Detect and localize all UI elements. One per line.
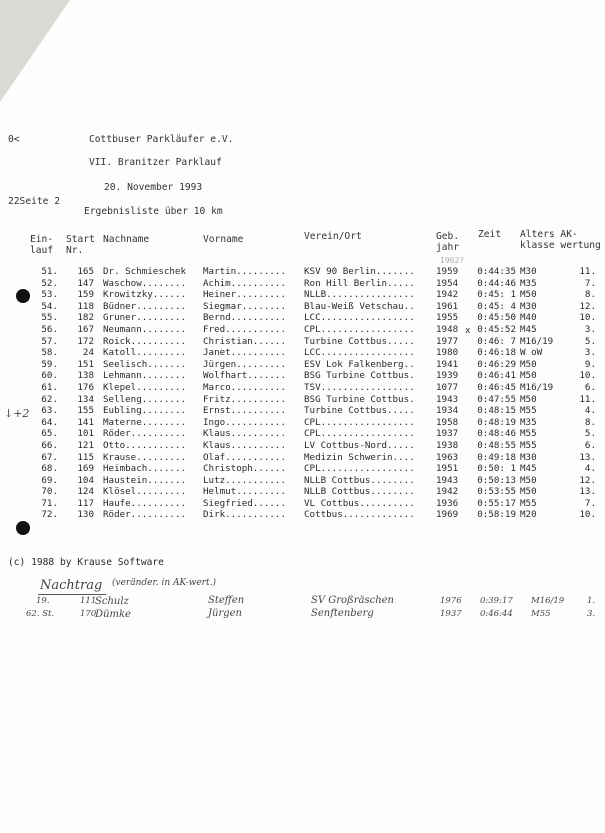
cell-score: 3. xyxy=(584,347,596,359)
cell-year: 1934 xyxy=(436,405,459,417)
cell-last: Neumann........ xyxy=(103,323,186,335)
addendum-year: 1937 xyxy=(440,609,462,619)
col-start-line2: Nr. xyxy=(66,245,84,256)
cell-last: Röder.......... xyxy=(103,428,186,440)
cell-last: Materne........ xyxy=(103,416,186,428)
results-list-title: Ergebnisliste über 10 km xyxy=(84,206,223,217)
cell-club: VL Cottbus.......... xyxy=(304,497,415,509)
cell-time: 0:50:13 xyxy=(477,474,516,486)
cell-score: 10. xyxy=(579,509,596,521)
table-row xyxy=(0,370,605,382)
cell-ak: M50 xyxy=(520,486,537,498)
cell-time: 0:49:18 xyxy=(477,451,516,463)
addendum-first: Jürgen xyxy=(208,608,242,619)
cell-club: LCC................. xyxy=(304,312,415,324)
cell-club: KSV 90 Berlin....... xyxy=(304,266,415,277)
cell-time: 0:48:19 xyxy=(477,416,516,428)
cell-time: 0:48:15 xyxy=(477,405,516,417)
addendum-underline xyxy=(38,594,106,595)
addendum-place: 19. xyxy=(36,596,50,606)
table-row xyxy=(0,475,605,487)
cell-score: 10. xyxy=(579,312,596,324)
cell-start: 118 xyxy=(77,300,94,312)
cell-time: 0:46: 7 xyxy=(477,335,516,347)
cell-place: 70. xyxy=(41,486,58,498)
cell-ak: M55 xyxy=(520,439,537,451)
cell-year: 1969 xyxy=(436,509,459,521)
cell-year: 1977 xyxy=(436,335,459,347)
cell-place: 72. xyxy=(41,509,58,521)
cell-time: 0:55:17 xyxy=(477,497,516,509)
side-note: ↓+2 xyxy=(4,407,30,420)
cell-ak: M16/19 xyxy=(520,335,554,347)
cell-ak: M50 xyxy=(520,370,537,382)
cell-ak: M40 xyxy=(520,312,537,324)
cell-last: Klösel......... xyxy=(103,486,186,498)
punch-hole-bottom xyxy=(16,521,30,535)
cell-start: 121 xyxy=(77,439,94,451)
cell-score: 5. xyxy=(584,335,596,347)
cell-last: Seelisch....... xyxy=(103,358,186,370)
cell-first: Christoph...... xyxy=(203,463,286,475)
cell-first: Janet.......... xyxy=(203,347,286,359)
cell-ak: M55 xyxy=(520,428,537,440)
cell-club: BSG Turbine Cottbus. xyxy=(304,393,415,405)
cell-club: Ron Hill Berlin..... xyxy=(304,277,415,289)
col-einlauf-line2: lauf xyxy=(30,245,54,256)
cell-place: 55. xyxy=(41,312,58,324)
cell-place: 61. xyxy=(41,381,58,393)
cell-start: 176 xyxy=(77,381,94,393)
cell-first: Dirk........... xyxy=(203,509,286,521)
cell-start: 151 xyxy=(77,358,94,370)
cell-score: 6. xyxy=(584,439,596,451)
addendum-title: Nachtrag xyxy=(40,578,103,593)
cell-first: Ernst.......... xyxy=(203,405,286,417)
cell-score: 11. xyxy=(579,393,596,405)
cell-start: 124 xyxy=(77,486,94,498)
cell-club: NLLB................ xyxy=(304,289,415,301)
folded-corner xyxy=(0,0,70,102)
cell-first: Helmut......... xyxy=(203,486,286,498)
cell-score: 4. xyxy=(584,463,596,475)
cell-first: Olaf........... xyxy=(203,451,286,463)
cell-last: Röder.......... xyxy=(103,509,186,521)
cell-time: 0:46:45 xyxy=(477,381,516,393)
addendum-time: 0:46:44 xyxy=(480,609,513,619)
cell-club: Medizin Schwerin.... xyxy=(304,451,415,463)
cell-score: 5. xyxy=(584,428,596,440)
table-row xyxy=(0,336,605,348)
addendum-club: Senftenberg xyxy=(311,608,374,619)
cell-start: 130 xyxy=(77,509,94,521)
cell-place: 53. xyxy=(41,289,58,301)
cell-first: Christian...... xyxy=(203,335,286,347)
table-row xyxy=(0,452,605,464)
cell-first: Achim.......... xyxy=(203,277,286,289)
cell-first: Fred........... xyxy=(203,323,286,335)
cell-last: Eubling........ xyxy=(103,405,186,417)
cell-start: 169 xyxy=(77,463,94,475)
cell-first: Ingo........... xyxy=(203,416,286,428)
cell-year: 1951 xyxy=(436,463,459,475)
cell-place: 65. xyxy=(41,428,58,440)
cell-club: Cottbus............. xyxy=(304,509,415,521)
cell-place: 64. xyxy=(41,416,58,428)
cell-year: 1958 xyxy=(436,416,459,428)
cell-start: 165 xyxy=(77,266,94,277)
cell-club: LCC................. xyxy=(304,347,415,359)
cell-place: 60. xyxy=(41,370,58,382)
col-geb-line2: jahr xyxy=(436,242,460,253)
cell-time: 0:45:52 xyxy=(477,323,516,335)
cell-last: Haufe.......... xyxy=(103,497,186,509)
cell-last: Krause......... xyxy=(103,451,186,463)
cell-club: LV Cottbus-Nord..... xyxy=(304,439,415,451)
cell-year: 1943 xyxy=(436,393,459,405)
table-row xyxy=(0,417,605,429)
table-row xyxy=(0,394,605,406)
cell-year: 1939 xyxy=(436,370,459,382)
cell-score: 8. xyxy=(584,416,596,428)
cell-year: 1942 xyxy=(436,289,459,301)
cell-score: 7. xyxy=(584,497,596,509)
cell-start: 24 xyxy=(82,347,94,359)
cell-start: 134 xyxy=(77,393,94,405)
cell-year: 1955 xyxy=(436,312,459,324)
year-annotation: 1962? xyxy=(440,256,465,265)
cell-place: 71. xyxy=(41,497,58,509)
cell-score: 9. xyxy=(584,358,596,370)
col-geb-line1: Geb. xyxy=(436,231,460,242)
cell-start: 182 xyxy=(77,312,94,324)
cell-place: 52. xyxy=(41,277,58,289)
table-row xyxy=(0,440,605,452)
cell-ak: W oW xyxy=(520,347,543,359)
cell-time: 0:58:19 xyxy=(477,509,516,521)
cell-year: 1941 xyxy=(436,358,459,370)
cell-place: 67. xyxy=(41,451,58,463)
addendum-note: (veränder. in AK-wert.) xyxy=(112,578,216,588)
table-row xyxy=(0,266,605,278)
cell-club: Turbine Cottbus..... xyxy=(304,335,415,347)
cell-start: 101 xyxy=(77,428,94,440)
addendum-score: 1. xyxy=(587,596,596,606)
cell-start: 172 xyxy=(77,335,94,347)
table-row xyxy=(0,498,605,510)
table-row xyxy=(0,278,605,290)
cell-score: 13. xyxy=(579,451,596,463)
cell-place: 59. xyxy=(41,358,58,370)
cell-last: Otto........... xyxy=(103,439,186,451)
cell-place: 63. xyxy=(41,405,58,417)
cell-first: Lutz........... xyxy=(203,474,286,486)
col-einlauf-line1: Ein- xyxy=(30,234,54,245)
cell-year: 1938 xyxy=(436,439,459,451)
cell-year: 1077 xyxy=(436,381,459,393)
cell-first: Bernd.......... xyxy=(203,312,286,324)
results-table xyxy=(0,266,605,521)
cell-first: Siegmar........ xyxy=(203,300,286,312)
cell-year: 1961 xyxy=(436,300,459,312)
cell-club: BSG Turbine Cottbus. xyxy=(304,370,415,382)
col-verein: Verein/Ort xyxy=(304,231,362,242)
page-number: 22Seite 2 xyxy=(8,196,60,207)
cell-ak: M55 xyxy=(520,405,537,417)
col-vorname: Vorname xyxy=(203,234,244,245)
cell-last: Selleng........ xyxy=(103,393,186,405)
cell-ak: M20 xyxy=(520,509,537,521)
cell-club: CPL................. xyxy=(304,416,415,428)
event-title: VII. Branitzer Parklauf xyxy=(89,157,222,168)
cell-ak: M50 xyxy=(520,358,537,370)
corner-mark: 0< xyxy=(8,134,20,145)
cell-place: 69. xyxy=(41,474,58,486)
col-start-line1: Start xyxy=(66,234,95,245)
addendum-time: 0:39:17 xyxy=(480,596,513,606)
cell-ak: M50 xyxy=(520,393,537,405)
table-row xyxy=(0,382,605,394)
cell-time: 0:48:46 xyxy=(477,428,516,440)
cell-place: 57. xyxy=(41,335,58,347)
cell-ak: M45 xyxy=(520,463,537,475)
addendum-ak: M16/19 xyxy=(531,596,565,606)
cell-time: 0:53:55 xyxy=(477,486,516,498)
cell-time: 0:48:55 xyxy=(477,439,516,451)
cell-ak: M16/19 xyxy=(520,381,554,393)
cell-place: 56. xyxy=(41,323,58,335)
organization-title: Cottbuser Parkläufer e.V. xyxy=(89,134,234,145)
cell-ak: M30 xyxy=(520,266,537,277)
cell-start: 159 xyxy=(77,289,94,301)
cell-score: 10. xyxy=(579,370,596,382)
cell-club: NLLB Cottbus........ xyxy=(304,486,415,498)
cell-place: 66. xyxy=(41,439,58,451)
cell-club: CPL................. xyxy=(304,463,415,475)
addendum-last: Schulz xyxy=(95,596,129,607)
cell-last: Klepel......... xyxy=(103,381,186,393)
cell-ak: M35 xyxy=(520,277,537,289)
col-zeit: Zeit xyxy=(478,229,502,240)
cell-first: Klaus.......... xyxy=(203,428,286,440)
table-row xyxy=(0,312,605,324)
cell-start: 167 xyxy=(77,323,94,335)
cell-club: CPL................. xyxy=(304,323,415,335)
cell-start: 147 xyxy=(77,277,94,289)
table-row xyxy=(0,301,605,313)
cell-score: 11. xyxy=(579,266,596,277)
addendum-club: SV Großräschen xyxy=(311,595,394,606)
cell-place: 68. xyxy=(41,463,58,475)
cell-last: Waschow........ xyxy=(103,277,186,289)
col-ak-line2: klasse wertung xyxy=(520,240,601,251)
addendum-year: 1976 xyxy=(440,596,462,606)
cell-score: 8. xyxy=(584,289,596,301)
col-ak-line1: Alters AK- xyxy=(520,229,578,240)
cell-score: 3. xyxy=(584,323,596,335)
event-date: 20. November 1993 xyxy=(104,182,203,193)
cell-time: 0:44:46 xyxy=(477,277,516,289)
punch-hole-top xyxy=(16,289,30,303)
table-row xyxy=(0,486,605,498)
copyright: (c) 1988 by Krause Software xyxy=(8,557,164,568)
table-row xyxy=(0,324,605,336)
cell-ak: M30 xyxy=(520,451,537,463)
cell-start: 155 xyxy=(77,405,94,417)
cell-ak: M55 xyxy=(520,497,537,509)
cell-club: CPL................. xyxy=(304,428,415,440)
cell-score: 13. xyxy=(579,486,596,498)
cell-year: 1936 xyxy=(436,497,459,509)
cell-ak: M35 xyxy=(520,416,537,428)
cell-last: Katoll......... xyxy=(103,347,186,359)
table-row xyxy=(0,359,605,371)
cell-start: 104 xyxy=(77,474,94,486)
cell-score: 12. xyxy=(579,300,596,312)
cell-ak: M50 xyxy=(520,289,537,301)
cell-time: 0:44:35 xyxy=(477,266,516,277)
cell-year: 1942 xyxy=(436,486,459,498)
table-row xyxy=(0,405,605,417)
cell-place: 51. xyxy=(41,266,58,277)
cell-club: ESV Lok Falkenberg.. xyxy=(304,358,415,370)
cell-year: 1937 xyxy=(436,428,459,440)
cell-year: 1954 xyxy=(436,277,459,289)
cell-year: 1963 xyxy=(436,451,459,463)
cell-first: Marco.......... xyxy=(203,381,286,393)
table-row xyxy=(0,463,605,475)
cell-ak: M30 xyxy=(520,300,537,312)
cell-time: 0:46:29 xyxy=(477,358,516,370)
cell-last: Büdner......... xyxy=(103,300,186,312)
addendum-place: 62. St. xyxy=(26,609,55,619)
cell-last: Gruner......... xyxy=(103,312,186,324)
cell-club: NLLB Cottbus........ xyxy=(304,474,415,486)
cell-last: Lehmann........ xyxy=(103,370,186,382)
cell-first: Martin......... xyxy=(203,266,286,277)
cell-score: 7. xyxy=(584,277,596,289)
addendum-score: 3. xyxy=(587,609,596,619)
cell-time: 0:50: 1 xyxy=(477,463,516,475)
cell-time: 0:46:41 xyxy=(477,370,516,382)
cell-last: Roick.......... xyxy=(103,335,186,347)
cell-score: 4. xyxy=(584,405,596,417)
cell-place: 62. xyxy=(41,393,58,405)
table-row xyxy=(0,347,605,359)
cell-start: 141 xyxy=(77,416,94,428)
table-row xyxy=(0,428,605,440)
cell-time: 0:45: 4 xyxy=(477,300,516,312)
cell-first: Klaus.......... xyxy=(203,439,286,451)
table-row xyxy=(0,289,605,301)
addendum-start: 170 xyxy=(80,609,97,619)
cell-year: 1959 xyxy=(436,266,459,277)
addendum-ak: M55 xyxy=(531,609,551,619)
cell-time: 0:47:55 xyxy=(477,393,516,405)
cell-first: Heiner......... xyxy=(203,289,286,301)
cell-start: 117 xyxy=(77,497,94,509)
cell-club: TSV................. xyxy=(304,381,415,393)
cell-first: Fritz.......... xyxy=(203,393,286,405)
cell-first: Jürgen......... xyxy=(203,358,286,370)
cell-time: 0:45:50 xyxy=(477,312,516,324)
cell-year: 1943 xyxy=(436,474,459,486)
cell-ak: M50 xyxy=(520,474,537,486)
col-nachname: Nachname xyxy=(103,234,150,245)
cell-start: 115 xyxy=(77,451,94,463)
cell-year: 1980 xyxy=(436,347,459,359)
cell-place: 58. xyxy=(41,347,58,359)
cell-first: Wolfhart....... xyxy=(203,370,286,382)
cell-score: 6. xyxy=(584,381,596,393)
cell-year: 1948 xyxy=(436,323,459,335)
table-row xyxy=(0,509,605,521)
cell-club: Turbine Cottbus..... xyxy=(304,405,415,417)
addendum-start: 111 xyxy=(80,596,97,606)
cell-last: Dr. Schmieschek xyxy=(103,266,186,277)
cell-last: Krowitzky...... xyxy=(103,289,186,301)
x-mark: x xyxy=(465,326,471,336)
cell-ak: M45 xyxy=(520,323,537,335)
addendum-first: Steffen xyxy=(208,595,245,606)
cell-time: 0:45: 1 xyxy=(477,289,516,301)
cell-club: Blau-Weiß Vetschau.. xyxy=(304,300,415,312)
cell-time: 0:46:18 xyxy=(477,347,516,359)
cell-last: Heimbach....... xyxy=(103,463,186,475)
addendum-last: Dümke xyxy=(95,609,131,620)
cell-start: 138 xyxy=(77,370,94,382)
cell-place: 54. xyxy=(41,300,58,312)
cell-last: Haustein....... xyxy=(103,474,186,486)
cell-score: 12. xyxy=(579,474,596,486)
cell-first: Siegfried...... xyxy=(203,497,286,509)
